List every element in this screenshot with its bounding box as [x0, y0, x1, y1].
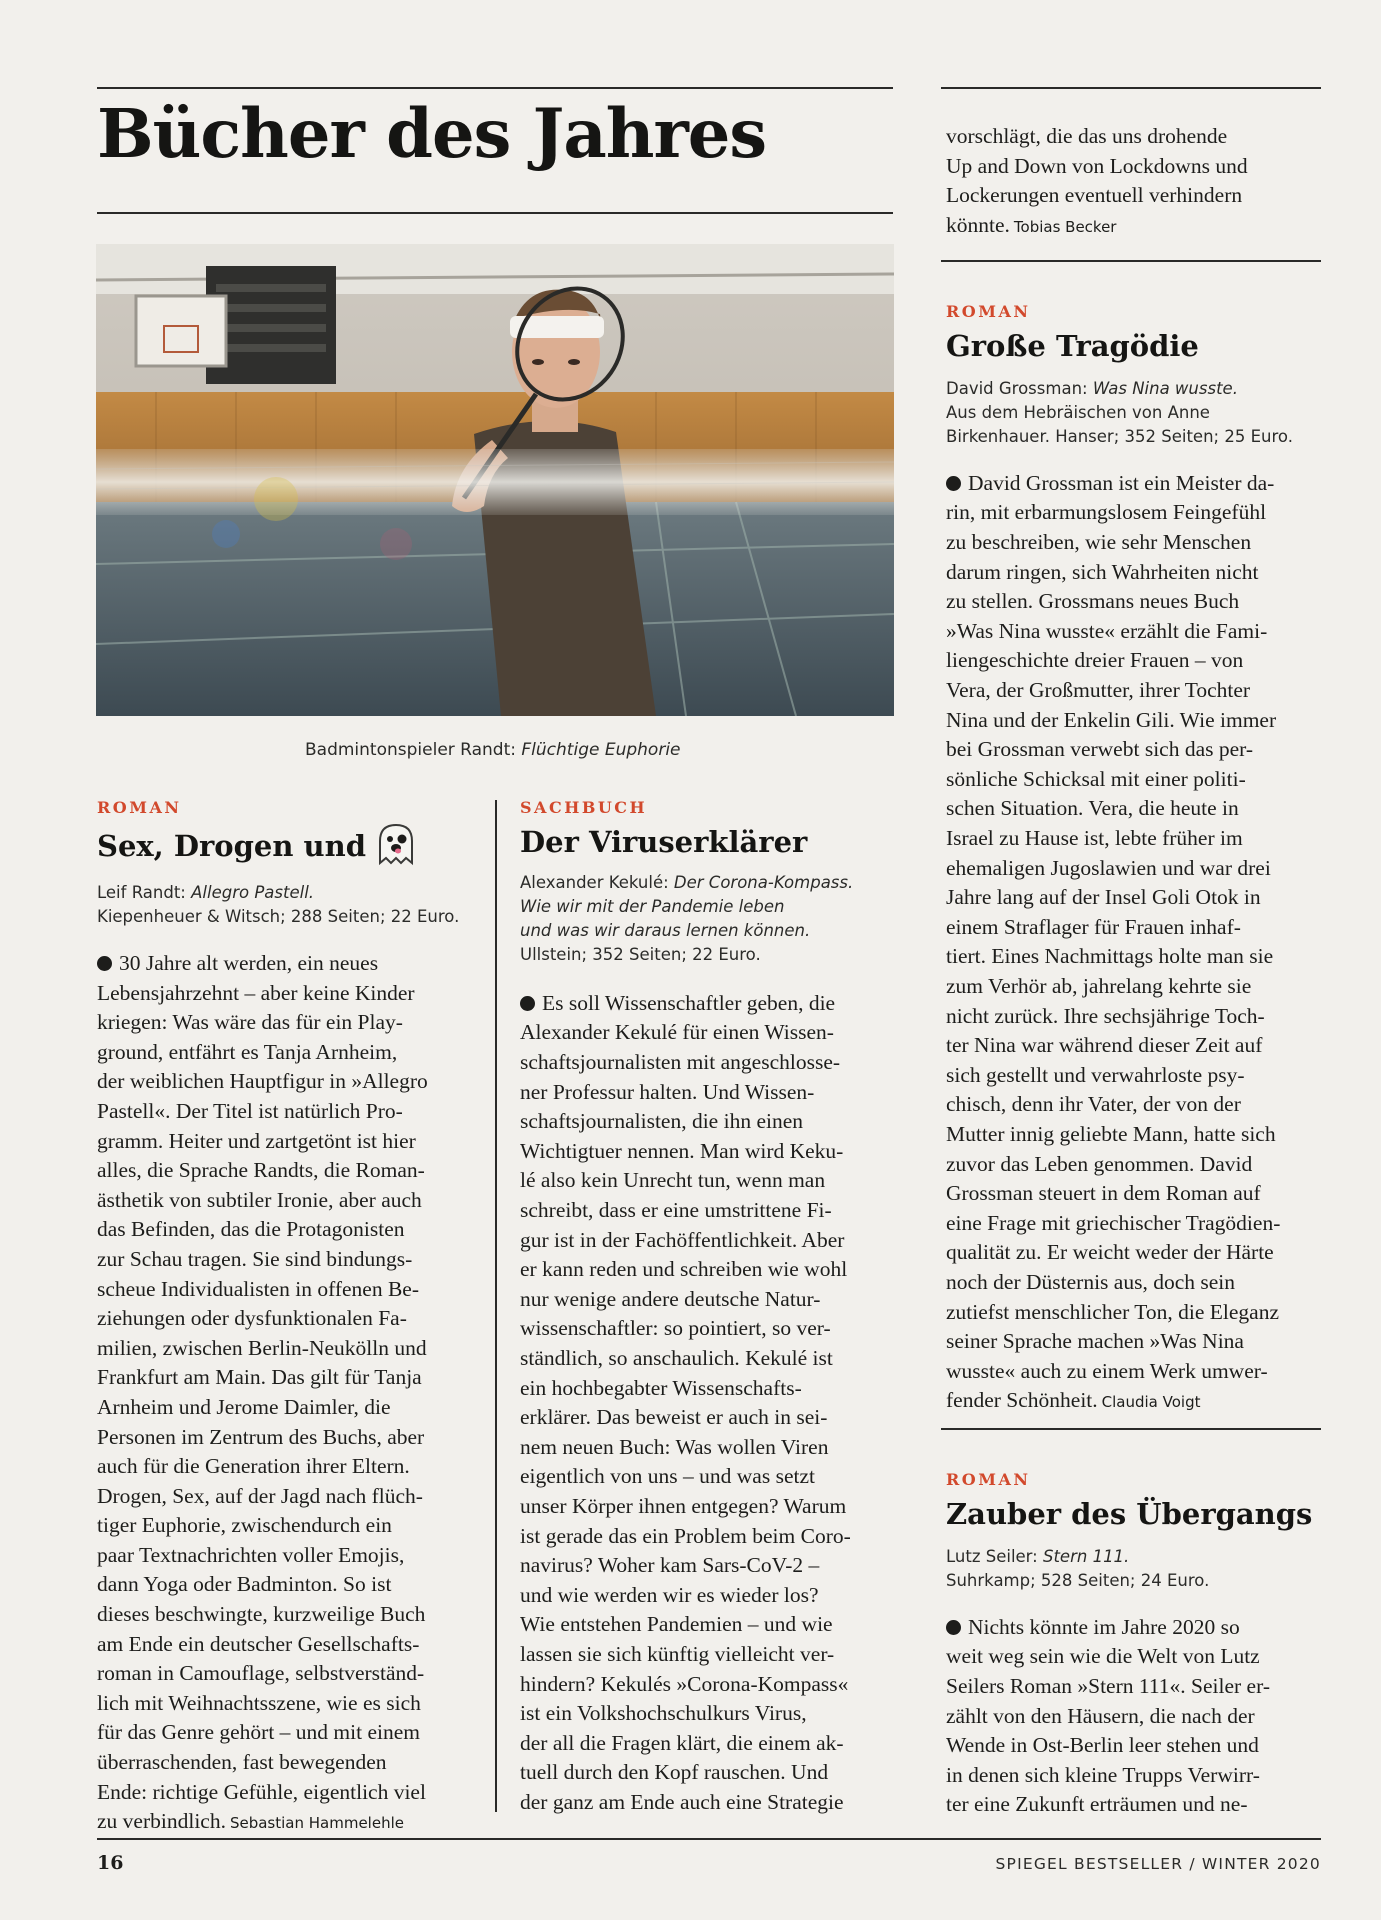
review-2-meta-title: und was wir daraus lernen können.: [520, 920, 811, 940]
review-1-line: für das Genre gehört – und mit einem: [97, 1720, 421, 1745]
review-4: [946, 1470, 1326, 1820]
review-3-line: Nina und der Enkelin Gili. Wie immer: [946, 707, 1277, 732]
review-3-line: zuvor das Leben genommen. David: [946, 1151, 1253, 1176]
bullet-icon: [97, 956, 112, 971]
review-1-line: ästhetik von subtiler Ironie, aber auch: [97, 1187, 422, 1212]
review-2-line: Wie entstehen Pandemien – und wie: [520, 1612, 833, 1637]
review-3-line: sönliche Schicksal mit einer politi-: [946, 766, 1246, 791]
review-2-line: Es soll Wissenschaftler geben, die: [542, 990, 836, 1015]
review-2-line: der all die Fragen klärt, die einem ak-: [520, 1730, 844, 1755]
review-1-meta-author: Leif Randt:: [97, 883, 192, 902]
publication-footer: SPIEGEL BESTSELLER / WINTER 2020: [995, 1855, 1321, 1873]
review-3-line: zutiefst menschlicher Ton, die Eleganz: [946, 1299, 1280, 1324]
review-3-line: sich gestellt und verwahrloste psy-: [946, 1062, 1245, 1087]
review-3-line: ter Nina war während dieser Zeit auf: [946, 1033, 1263, 1058]
review-4-headline: Zauber des Übergangs: [946, 1497, 1313, 1531]
review-3-meta-rest: Birkenhauer. Hanser; 352 Seiten; 25 Euro.: [946, 426, 1293, 446]
review-2-line: wissenschaftler: so pointiert, so ver-: [520, 1316, 831, 1341]
review-3-line: tiert. Eines Nachmittags holte man sie: [946, 944, 1274, 969]
review-1-line: ziehungen oder dysfunktionalen Fa-: [97, 1306, 407, 1331]
review-1-line: paar Textnachrichten voller Emojis,: [97, 1542, 405, 1567]
review-1-line: auch für die Generation ihrer Eltern.: [97, 1454, 410, 1479]
review-2-line: gur ist in der Fachöffentlichkeit. Aber: [520, 1227, 845, 1252]
review-1-line: 30 Jahre alt werden, ein neues: [119, 951, 379, 975]
review-1-line: zu verbindlich.: [97, 1809, 226, 1834]
review-1-line: dann Yoga oder Badminton. So ist: [97, 1572, 392, 1597]
ghost-emoji-icon: [376, 823, 416, 871]
col-right-top-line: Lockerungen eventuell verhindern: [946, 183, 1243, 208]
review-2-line: und wie werden wir es wieder los?: [520, 1582, 819, 1607]
footer-rule: [97, 1838, 1321, 1840]
review-2-line: unser Körper ihnen entgegen? Warum: [520, 1493, 847, 1518]
review-3-line: Grossman steuert in dem Roman auf: [946, 1181, 1261, 1206]
review-2-line: schreibt, dass er eine umstrittene Fi-: [520, 1198, 832, 1223]
review-3-headline: Große Tragödie: [946, 329, 1199, 363]
photo-caption: [305, 740, 681, 760]
review-3-meta: [946, 377, 1326, 449]
review-1-line: lich mit Weihnachtsszene, wie es sich: [97, 1690, 421, 1715]
review-3-line: Vera, der Großmutter, ihrer Tochter: [946, 678, 1251, 703]
review-2-line: ist ein Volkshochschulkurs Virus,: [520, 1701, 807, 1726]
bullet-icon: [520, 996, 535, 1011]
section-rule: [941, 260, 1321, 262]
col-right-top-line: Up and Down von Lockdowns und: [946, 153, 1248, 178]
review-2-line: der ganz am Ende auch eine Strategie: [520, 1789, 844, 1814]
review-4-meta: [946, 1545, 1326, 1593]
review-1-body: [97, 949, 477, 1839]
review-3-meta-author: David Grossman:: [946, 378, 1093, 398]
review-1-line: Ende: richtige Gefühle, eigentlich viel: [97, 1779, 426, 1804]
review-1-line: ground, entfährt es Tanja Arnheim,: [97, 1039, 398, 1064]
review-2-line: tuell durch den Kopf rauschen. Und: [520, 1760, 829, 1785]
top-rule-left: [97, 87, 893, 89]
review-4-body: [946, 1613, 1326, 1820]
review-4-kicker: ROMAN: [946, 1470, 1031, 1489]
review-4-meta-author: Lutz Seiler:: [946, 1546, 1043, 1566]
review-3-line: chisch, denn ihr Vater, der von der: [946, 1092, 1241, 1117]
review-1-meta-title: Allegro Pastell.: [191, 883, 315, 902]
review-3-line: bei Grossman verwebt sich das per-: [946, 737, 1254, 762]
review-3-line: David Grossman ist ein Meister da-: [968, 470, 1275, 495]
review-4-line: ter eine Zukunft erträumen und ne-: [946, 1792, 1248, 1817]
review-1-line: tiger Euphorie, zwischendurch ein: [97, 1513, 392, 1538]
review-2-line: lassen sie sich künftig vielleicht ver-: [520, 1641, 835, 1666]
review-1-line: Pastell«. Der Titel ist natürlich Pro-: [97, 1098, 403, 1123]
review-1-meta-rest: Kiepenheuer & Witsch; 288 Seiten; 22 Euro.: [97, 907, 460, 926]
review-4-line: weit weg sein wie die Welt von Lutz: [946, 1644, 1260, 1669]
bullet-icon: [946, 1620, 961, 1635]
review-4-line: Nichts könnte im Jahre 2020 so: [968, 1614, 1240, 1639]
review-3-line: schen Situation. Vera, die heute in: [946, 796, 1239, 821]
review-2-meta: [520, 871, 900, 967]
bullet-icon: [946, 476, 961, 491]
page-title: Bücher des Jahres: [97, 94, 767, 173]
review-3-body: [946, 469, 1326, 1418]
review-3-line: seiner Sprache machen »Was Nina: [946, 1329, 1244, 1354]
review-3-meta-rest: Aus dem Hebräischen von Anne: [946, 402, 1210, 422]
review-1-author: Sebastian Hammelehle: [229, 1814, 404, 1833]
review-1-line: der weiblichen Hauptfigur in »Allegro: [97, 1069, 428, 1094]
review-3-line: ehemaligen Jugoslawien und war drei: [946, 855, 1271, 880]
review-1-line: kriegen: Was wäre das für ein Play-: [97, 1010, 403, 1035]
review-1-line: dieses beschwingte, kurzweilige Buch: [97, 1602, 426, 1627]
review-3-kicker: ROMAN: [946, 302, 1031, 321]
review-3-line: nicht zurück. Ihre sechsjährige Toch-: [946, 1003, 1265, 1028]
review-2-line: nur wenige andere deutsche Natur-: [520, 1286, 821, 1311]
review-2-line: schaftsjournalisten mit angeschlosse-: [520, 1050, 841, 1075]
caption-italic: Flüchtige Euphorie: [521, 740, 681, 760]
review-2-body: [520, 989, 900, 1818]
review-1-line: Arnheim und Jerome Daimler, die: [97, 1394, 391, 1419]
review-2-meta-title: Wie wir mit der Pandemie leben: [520, 896, 785, 916]
review-3-line: noch der Düsternis aus, doch sein: [946, 1269, 1235, 1294]
review-2-line: er kann reden und schreiben wie wohl: [520, 1257, 848, 1282]
review-2-line: hindern? Kekulés »Corona-Kompass«: [520, 1671, 849, 1696]
review-2-line: lé also kein Unrecht tun, wenn man: [520, 1168, 826, 1193]
review-2-meta-rest: Ullstein; 352 Seiten; 22 Euro.: [520, 944, 761, 964]
column-divider: [495, 800, 497, 1812]
review-2: [520, 798, 900, 1818]
review-1-line: überraschenden, fast bewegenden: [97, 1750, 387, 1775]
review-1-line: Drogen, Sex, auf der Jagd nach flüch-: [97, 1483, 423, 1508]
review-2-line: erklärer. Das beweist er auch in sei-: [520, 1405, 828, 1430]
col-right-top-line: vorschlägt, die das uns drohende: [946, 124, 1228, 148]
photo: [96, 244, 894, 716]
review-4-meta-title: Stern 111.: [1042, 1546, 1130, 1566]
review-1-meta: [97, 881, 477, 929]
review-2-line: Wichtigtuer nennen. Man wird Keku-: [520, 1138, 844, 1163]
review-3-line: rin, mit erbarmungslosem Feingefühl: [946, 500, 1267, 525]
review-3: [946, 302, 1326, 1418]
review-3-line: darum ringen, sich Wahrheiten nicht: [946, 559, 1259, 584]
review-1-line: das Befinden, das die Protagonisten: [97, 1217, 405, 1242]
review-2-line: schaftsjournalisten, die ihn einen: [520, 1109, 804, 1134]
review-2-meta-author: Alexander Kekulé:: [520, 872, 674, 892]
review-3-author: Claudia Voigt: [1101, 1393, 1201, 1412]
top-rule-right: [941, 87, 1321, 89]
review-1-line: zur Schau tragen. Sie sind bindungs-: [97, 1246, 413, 1271]
photo-badminton-player: [96, 244, 894, 716]
review-3-line: einem Straflager für Frauen inhaf-: [946, 914, 1241, 939]
review-1-line: roman in Camouflage, selbstverständ-: [97, 1661, 425, 1686]
review-3-line: zu beschreiben, wie sehr Menschen: [946, 530, 1252, 555]
review-3-line: qualität zu. Er weicht weder der Härte: [946, 1240, 1274, 1265]
review-1-line: Personen im Zentrum des Buchs, aber: [97, 1424, 425, 1449]
review-4-line: in denen sich kleine Trupps Verwirr-: [946, 1762, 1260, 1787]
col-right-top-line: könnte.: [946, 212, 1010, 237]
review-1-line: am Ende ein deutscher Gesellschafts-: [97, 1631, 420, 1656]
col-right-top: [946, 122, 1326, 242]
review-2-line: ständlich, so anschaulich. Kekulé ist: [520, 1346, 833, 1371]
review-3-line: zum Verhör ab, jahrelang kehrte sie: [946, 973, 1252, 998]
review-1: [97, 798, 477, 1839]
review-1-headline: Sex, Drogen und: [97, 829, 367, 864]
review-1-line: scheue Individualisten in offenen Be-: [97, 1276, 420, 1301]
review-3-line: liengeschichte dreier Frauen – von: [946, 648, 1244, 673]
review-4-line: zählt von den Häusern, die nach der: [946, 1703, 1255, 1728]
review-3-line: Israel zu Hause ist, lebte früher im: [946, 826, 1243, 851]
review-4-line: Wende in Ost-Berlin leer stehen und: [946, 1733, 1259, 1758]
review-2-line: ist gerade das ein Problem beim Coro-: [520, 1523, 851, 1548]
review-1-kicker: ROMAN: [97, 798, 182, 817]
review-1-line: alles, die Sprache Randts, die Roman-: [97, 1158, 425, 1183]
review-3-line: fender Schönheit.: [946, 1388, 1098, 1413]
section-rule: [941, 1428, 1321, 1430]
title-rule: [97, 212, 893, 214]
review-1-line: Frankfurt am Main. Das gilt für Tanja: [97, 1365, 422, 1390]
review-3-meta-title: Was Nina wusste.: [1092, 378, 1238, 398]
review-1-line: milien, zwischen Berlin-Neukölln und: [97, 1335, 427, 1360]
review-3-line: Jahre lang auf der Insel Goli Otok in: [946, 885, 1261, 910]
col-right-top-author: Tobias Becker: [1013, 217, 1117, 236]
review-4-meta-rest: Suhrkamp; 528 Seiten; 24 Euro.: [946, 1570, 1210, 1590]
review-3-line: Mutter innig geliebte Mann, hatte sich: [946, 1121, 1276, 1146]
caption-text: Badmintonspieler Randt:: [305, 740, 522, 760]
review-2-kicker: SACHBUCH: [520, 798, 648, 817]
review-1-line: Lebensjahrzehnt – aber keine Kinder: [97, 980, 415, 1005]
review-2-line: navirus? Woher kam Sars-CoV-2 –: [520, 1553, 820, 1578]
review-2-line: eigentlich von uns – und was setzt: [520, 1464, 815, 1489]
review-4-line: Seilers Roman »Stern 111«. Seiler er-: [946, 1674, 1270, 1699]
review-3-line: »Was Nina wusste« erzählt die Fami-: [946, 618, 1268, 643]
review-1-line: gramm. Heiter und zartgetönt ist hier: [97, 1128, 416, 1153]
review-2-line: Alexander Kekulé für einen Wissen-: [520, 1020, 834, 1045]
review-3-line: zu stellen. Grossmans neues Buch: [946, 589, 1240, 614]
review-2-meta-title: Der Corona-Kompass.: [673, 872, 854, 892]
review-3-line: eine Frage mit griechischer Tragödien-: [946, 1210, 1281, 1235]
page-number: 16: [97, 1852, 124, 1874]
review-2-line: ein hochbegabter Wissenschafts-: [520, 1375, 802, 1400]
review-2-line: nem neuen Buch: Was wollen Viren: [520, 1434, 829, 1459]
review-3-line: wusste« auch zu einem Werk umwer-: [946, 1358, 1268, 1383]
review-2-line: ner Professur halten. Und Wissen-: [520, 1079, 815, 1104]
review-2-headline: Der Viruserklärer: [520, 825, 808, 859]
